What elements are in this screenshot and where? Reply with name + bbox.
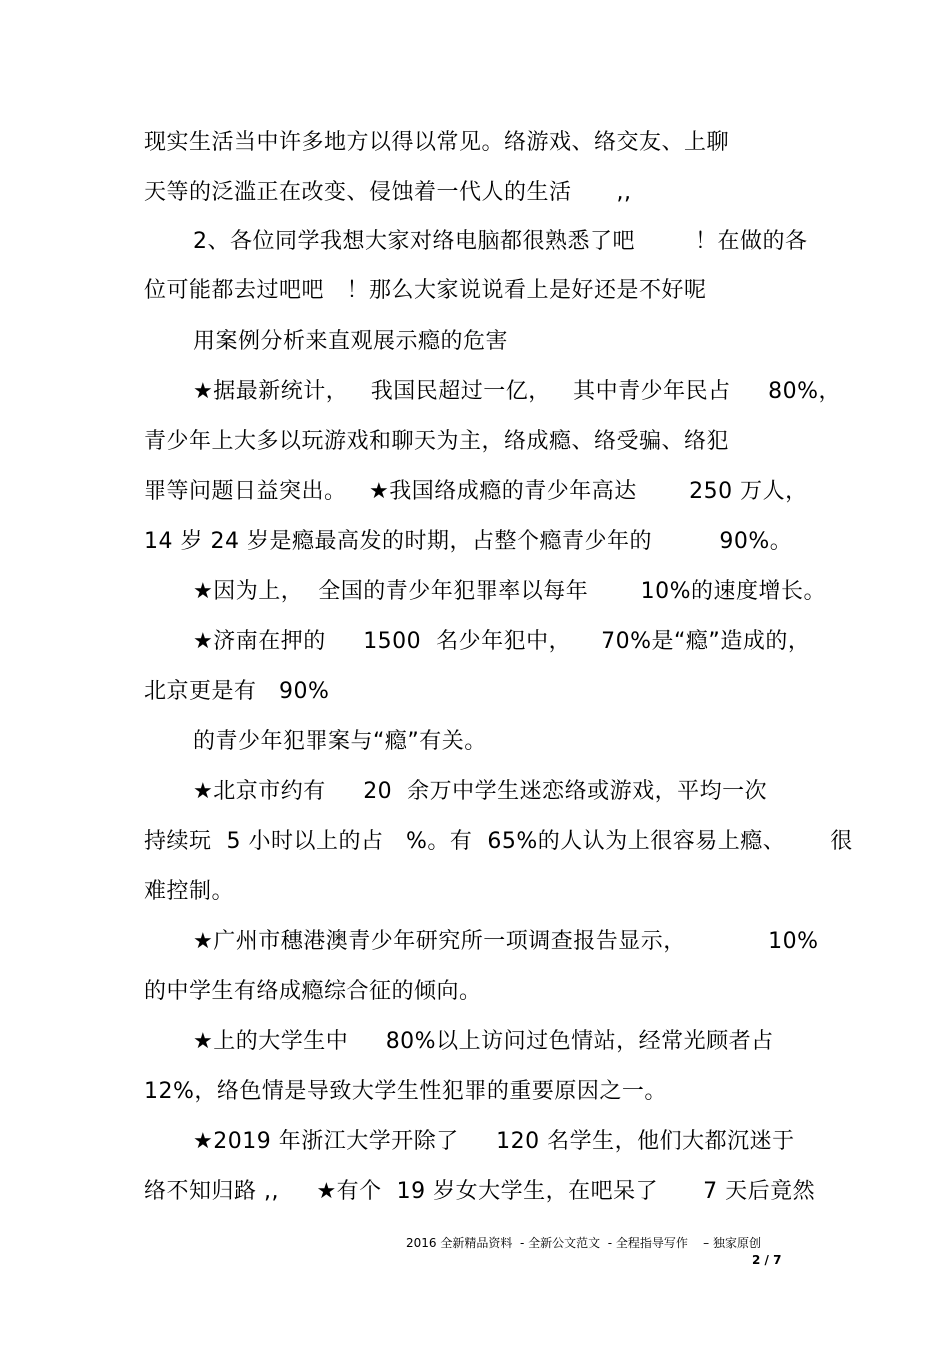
body-text-line: 持续玩 5 小时以上的占 %。有 65%的人认为上很容易上瘾、 很 — [144, 829, 853, 854]
body-text-line: 北京更是有 90% — [144, 679, 330, 704]
body-text-line: ★广州市穗港澳青少年研究所一项调查报告显示， 10% — [193, 929, 819, 954]
body-text-line: ★据最新统计， 我国民超过一亿， 其中青少年民占 80%， — [193, 379, 842, 404]
body-text-line: 12%，络色情是导致大学生性犯罪的重要原因之一。 — [144, 1079, 667, 1104]
body-text-line: ★因为上， 全国的青少年犯罪率以每年 10%的速度增长。 — [193, 579, 827, 604]
body-text-line: 2、各位同学我想大家对络电脑都很熟悉了吧 ！在做的各 — [193, 229, 808, 254]
page-number: 2 / 7 — [752, 1253, 782, 1267]
page-footer: 2016 全新精品资料 - 全新公文范文 - 全程指导写作 – 独家原创 — [406, 1236, 761, 1250]
body-text-line: 络不知归路 ,, ★有个 19 岁女大学生，在吧呆了 7 天后竟然 — [144, 1179, 816, 1204]
body-text-line: 天等的泛滥正在改变、侵蚀着一代人的生活 ,, — [144, 180, 632, 205]
body-text-line: 位可能都去过吧吧 ！那么大家说说看上是好还是不好呢 — [144, 278, 707, 303]
body-text-line: 14 岁 24 岁是瘾最高发的时期，占整个瘾青少年的 90%。 — [144, 529, 793, 554]
body-text-line: 现实生活当中许多地方以得以常见。络游戏、络交友、上聊 — [144, 130, 730, 155]
body-text-line: 的青少年犯罪案与“瘾”有关。 — [193, 729, 487, 754]
body-text-line: 罪等问题日益突出。 ★我国络成瘾的青少年高达 250 万人， — [144, 479, 808, 504]
body-text-line: ★2019 年浙江大学开除了 120 名学生，他们大都沉迷于 — [193, 1129, 795, 1154]
body-text-line: ★上的大学生中 80%以上访问过色情站，经常光顾者占 — [193, 1029, 774, 1054]
body-text-line: 难控制。 — [144, 879, 235, 904]
body-text-line: ★济南在押的 1500 名少年犯中， 70%是“瘾”造成的， — [193, 629, 811, 654]
body-text-line: ★北京市约有 20 余万中学生迷恋络或游戏，平均一次 — [193, 779, 768, 804]
body-text-line: 青少年上大多以玩游戏和聊天为主，络成瘾、络受骗、络犯 — [144, 429, 730, 454]
body-text-line: 的中学生有络成瘾综合征的倾向。 — [144, 979, 482, 1004]
body-text-line: 用案例分析来直观展示瘾的危害 — [193, 329, 509, 354]
